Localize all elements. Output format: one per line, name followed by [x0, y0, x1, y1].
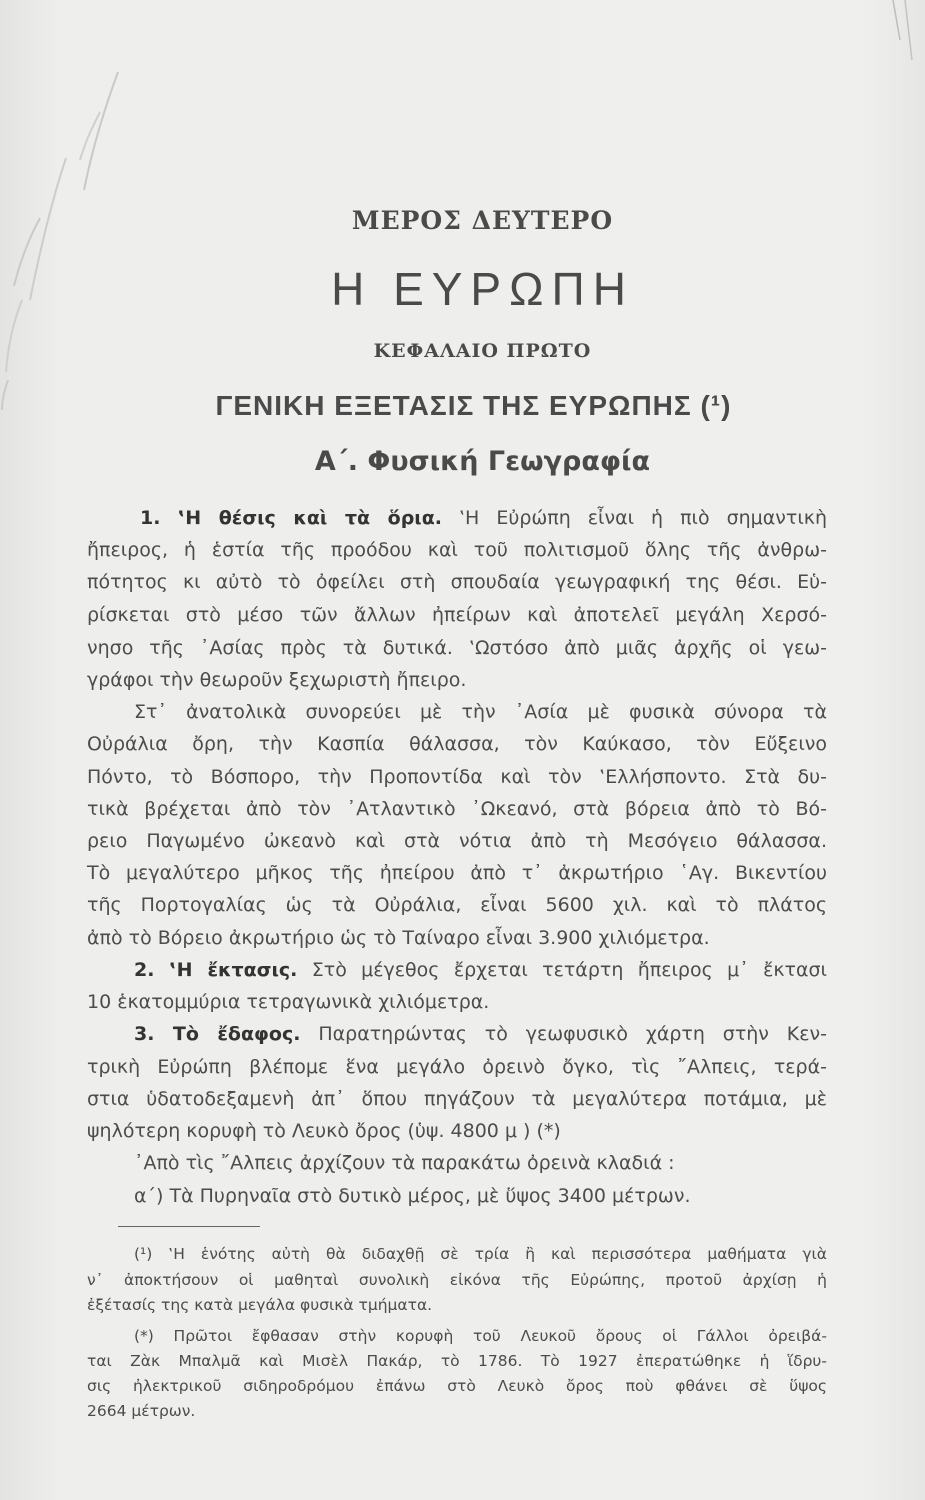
footnote-1-line-3: ἐξέτασίς της κατὰ μεγάλα φυσικὰ τμήματα.	[87, 1296, 433, 1314]
footnote-2-line-3: σις ἠλεκτρικοῦ σιδηροδρόμου ἐπάνω στὸ Λευκὸ ὄρος ποὺ φθάνει σὲ ὕψος	[87, 1377, 827, 1395]
section-3-line-4: ψηλότερη κορυφὴ τὸ Λευκὸ ὄρος (ὑψ. 4800 μ ) (*)	[87, 1120, 561, 1142]
part-heading: ΜΕΡΟΣ ΔΕΥΤΕΡΟ	[351, 206, 614, 235]
section-1-line-6: γράφοι τὴν θεωροῦν ξεχωριστὴ ἤπειρο.	[87, 669, 467, 691]
section-3-line-3: στια ὑδατοδεξαμενὴ ἀπ᾿ ὅπου πηγάζουν τὰ μεγαλύτερα ποτάμια, μὲ	[87, 1088, 827, 1110]
footnote-2-line-1: (*) Πρῶτοι ἔφθασαν στὴν κορυφὴ τοῦ Λευκοῦ ὄρους οἱ Γάλλοι ὀρειβά-	[134, 1327, 827, 1345]
paragraph-2-line-2: Οὐράλια ὄρη, τὴν Κασπία θάλασσα, τὸν Καύκασο, τὸν Εὔξεινο	[87, 733, 827, 755]
paragraph-2-line-6: Τὸ μεγαλύτερο μῆκος τῆς ἠπείρου ἀπὸ τ᾿ ἀκρωτήριο ῾Αγ. Βικεντίου	[87, 862, 827, 884]
paragraph-2-line-5: ρειο Παγωμένο ὠκεανὸ καὶ στὰ νότια ἀπὸ τὴ Μεσόγειο θάλασσα.	[87, 830, 827, 852]
section-3-text: Παρατηρώντας τὸ γεωφυσικὸ χάρτη στὴν Κεν-	[318, 1023, 828, 1045]
section-3-line-1	[134, 1022, 827, 1046]
page-title: Η ΕΥΡΩΠΗ	[331, 263, 634, 315]
section-2-line-1	[134, 958, 827, 982]
section-1-line-2: ἤπειρος, ἡ ἑστία τῆς προόδου καὶ τοῦ πολιτισμοῦ ὅλης τῆς ἀνθρω-	[87, 539, 827, 561]
paragraph-2-line-1: Στ᾿ ἀνατολικὰ συνορεύει μὲ τὴν ᾿Ασία μὲ φυσικὰ σύνορα τὰ	[134, 701, 827, 723]
paragraph-4-line-1: ᾿Απὸ τὶς ῎Αλπεις ἀρχίζουν τὰ παρακάτω ὀρεινὰ κλαδιά :	[134, 1152, 675, 1174]
chapter-heading: ΚΕΦΑΛΑΙΟ ΠΡΩΤΟ	[373, 340, 592, 362]
footnote-divider	[118, 1226, 260, 1227]
paragraph-2-line-3: Πόντο, τὸ Βόσπορο, τὴν Προποντίδα καὶ τὸν ‛Ελλήσποντο. Στὰ δυ-	[87, 766, 827, 788]
general-heading: ΓΕΝΙΚΗ ΕΞΕΤΑΣΙΣ ΤΗΣ ΕΥΡΩΠΗΣ (¹)	[215, 390, 732, 421]
paragraph-4-line-2: α΄) Τὰ Πυρηναῖα στὸ δυτικὸ μέρος, μὲ ὕψος 3400 μέτρων.	[134, 1185, 691, 1207]
footnote-1-line-2: ν᾿ ἀποκτήσουν οἱ μαθηταὶ συνολικὴ εἰκόνα τῆς Εὐρώπης, προτοῦ ἀρχίσῃ ἡ	[87, 1271, 827, 1289]
section-2-text: Στὸ μέγεθος ἔρχεται τετάρτη ἤπειρος μ᾿ ἔκτασι	[311, 959, 827, 981]
paragraph-2-line-8: ἀπὸ τὸ Βόρειο ἀκρωτήριο ὡς τὸ Ταίναρο εἶναι 3.900 χιλιόμετρα.	[87, 927, 710, 949]
section-3-heading: 3. Τὸ ἔδαφος.	[134, 1023, 301, 1045]
section-1-line-5: νησο τῆς ᾿Ασίας πρὸς τὰ δυτικά. ‛Ωστόσο ἀπὸ μιᾶς ἀρχῆς οἱ γεω-	[87, 637, 827, 659]
section-2-heading: 2. ‛Η ἔκτασις.	[134, 959, 298, 981]
paragraph-2-line-7: τῆς Πορτογαλίας ὡς τὰ Οὐράλια, εἶναι 5600 χιλ. καὶ τὸ πλάτος	[87, 894, 827, 916]
section-1-heading: 1. ‛Η θέσις καὶ τὰ ὅρια.	[140, 507, 442, 529]
section-1-text: ‛Η Εὐρώπη εἶναι ἡ πιὸ σημαντικὴ	[459, 507, 827, 529]
section-2-line-2: 10 ἑκατομμύρια τετραγωνικὰ χιλιόμετρα.	[87, 991, 490, 1013]
section-1-line-1	[140, 506, 827, 530]
footnote-1-line-1: (¹) ‛Η ἑνότης αὐτὴ θὰ διδαχθῇ σὲ τρία ἢ καὶ περισσότερα μαθήματα γιὰ	[134, 1245, 827, 1263]
section-a-heading: Α΄. Φυσική Γεωγραφία	[314, 446, 651, 477]
paragraph-2-line-4: τικὰ βρέχεται ἀπὸ τὸν ᾿Ατλαντικὸ ᾿Ωκεανό, στὰ βόρεια ἀπὸ τὸ Βό-	[87, 798, 827, 820]
section-3-line-2: τρικὴ Εὐρώπη βλέπομε ἕνα μεγάλο ὀρεινὸ ὄγκο, τὶς ῎Αλπεις, τερά-	[87, 1056, 827, 1078]
section-1-line-3: πότητος κι αὐτὸ τὸ ὀφείλει στὴ σπουδαία γεωγραφική της θέσι. Εὑ-	[87, 571, 827, 593]
footnote-2-line-2: ται Ζὰκ Μπαλμᾶ καὶ Μισὲλ Πακάρ, τὸ 1786. Τὸ 1927 ἐπερατώθηκε ἡ ἵδρυ-	[87, 1352, 827, 1370]
footnote-2-line-4: 2664 μέτρων.	[87, 1402, 196, 1420]
section-1-line-4: ρίσκεται στὸ μέσο τῶν ἄλλων ἠπείρων καὶ ἀποτελεῖ μεγάλη Χερσό-	[87, 604, 827, 626]
